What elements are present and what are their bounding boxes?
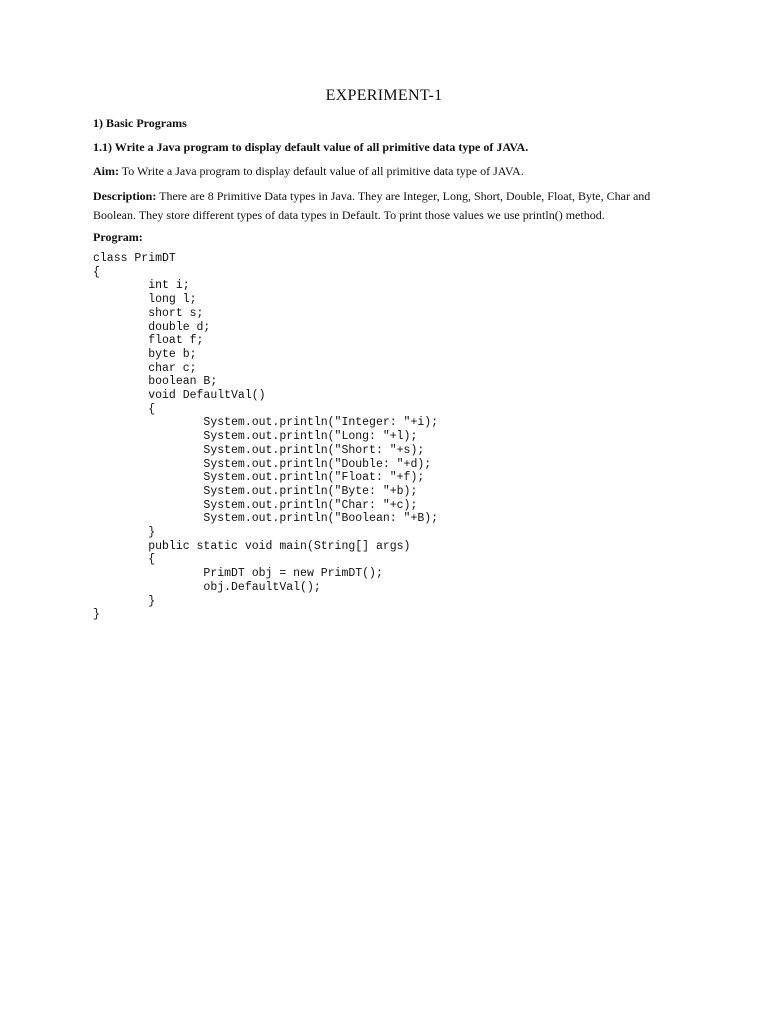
code-line: System.out.println("Byte: "+b); — [93, 484, 418, 498]
code-line: System.out.println("Integer: "+i); — [93, 416, 439, 430]
code-line: System.out.println("Boolean: "+B); — [93, 512, 439, 526]
description-label: Description: — [93, 189, 157, 203]
code-line: long l; — [93, 293, 197, 307]
code-line: double d; — [93, 320, 211, 334]
aim-label: Aim: — [93, 164, 119, 178]
code-line: } — [93, 608, 100, 622]
code-line: } — [93, 594, 156, 608]
code-line: obj.DefaultVal(); — [93, 580, 321, 594]
question-heading: 1.1) Write a Java program to display default value of all primitive data type of JAVA. — [93, 140, 529, 154]
description-text: There are 8 Primitive Data types in Java. They are Integer, Long, Short, Double, Float, Byte, Char and Boolean. They store different types of data types in Default. To print those values we use println() method. — [93, 189, 651, 222]
description-paragraph — [93, 187, 693, 225]
code-line: boolean B; — [93, 375, 218, 389]
code-line: { — [93, 553, 156, 567]
code-line: System.out.println("Float: "+f); — [93, 471, 425, 485]
code-line: { — [93, 402, 156, 416]
code-line: void DefaultVal() — [93, 389, 266, 403]
aim-text: To Write a Java program to display default value of all primitive data type of JAVA. — [119, 164, 524, 178]
code-line: System.out.println("Long: "+l); — [93, 430, 418, 444]
code-line: char c; — [93, 361, 197, 375]
code-line: byte b; — [93, 347, 197, 361]
program-label: Program: — [93, 230, 143, 244]
document-title: EXPERIMENT-1 — [325, 87, 443, 104]
aim-paragraph — [93, 162, 693, 180]
code-line: class PrimDT — [93, 252, 176, 265]
code-line: } — [93, 526, 156, 540]
code-line: short s; — [93, 306, 204, 320]
code-line: System.out.println("Char: "+c); — [93, 498, 418, 512]
code-line: System.out.println("Short: "+s); — [93, 443, 425, 457]
section-heading: 1) Basic Programs — [93, 116, 187, 130]
code-line: public static void main(String[] args) — [93, 539, 411, 553]
code-line: System.out.println("Double: "+d); — [93, 457, 432, 471]
code-line: { — [93, 265, 100, 279]
code-line: PrimDT obj = new PrimDT(); — [93, 567, 383, 581]
code-block — [93, 252, 438, 622]
code-line: float f; — [93, 334, 204, 348]
code-line: int i; — [93, 279, 190, 293]
